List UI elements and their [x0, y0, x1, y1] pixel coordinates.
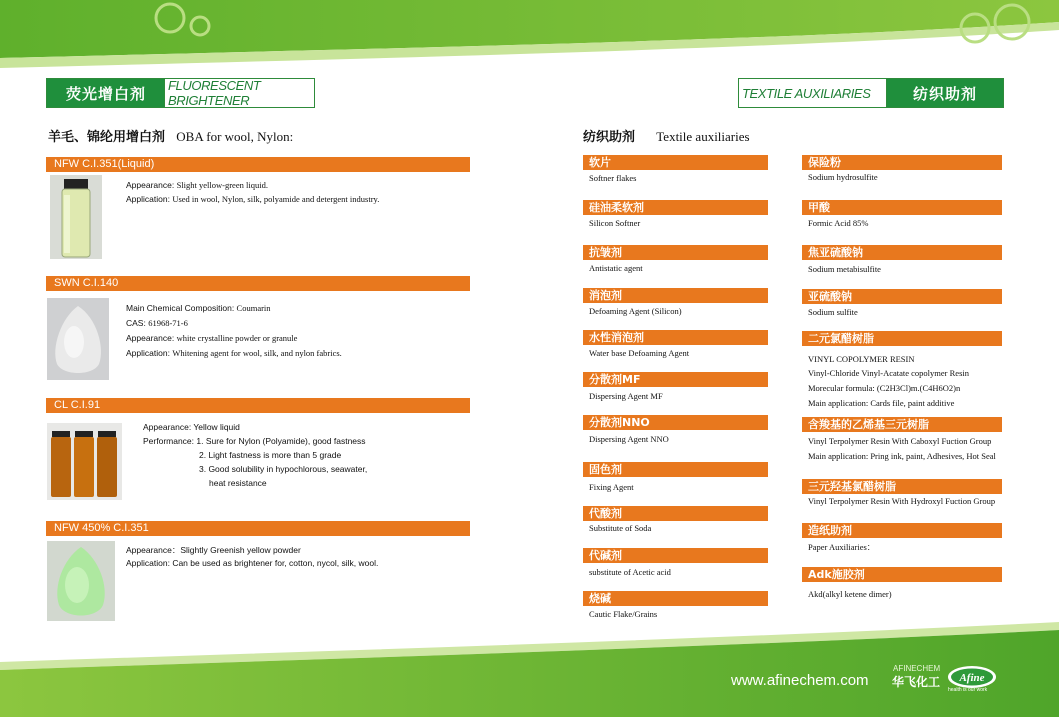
aux-left-9-title: 代碱剂	[583, 548, 768, 563]
cl-performance-3: 3. Good solubility in hypochlorous, seawater,	[199, 464, 368, 474]
aux-left-7-title: 固色剂	[583, 462, 768, 477]
cl-bottles-photo	[47, 423, 122, 500]
aux-right-2-desc: Sodium metabisulfite	[808, 264, 881, 274]
aux-right-3-title: 亚硫酸钠	[802, 289, 1002, 304]
aux-left-1-desc: Silicon Softner	[589, 218, 641, 228]
aux-right-0-desc: Sodium hydrosulfite	[808, 172, 878, 182]
aux-right-3-desc: Sodium sulfite	[808, 307, 858, 317]
company-en: AFINECHEM	[893, 664, 941, 673]
aux-right-4-desc-2: Morecular formula: (C2H3Cl)m.(C4H6O2)n	[808, 383, 961, 393]
aux-right-7-title: 造纸助剂	[802, 523, 1002, 538]
cl-performance-1: Performance: 1. Sure for Nylon (Polyamide), good fastness	[143, 436, 366, 446]
aux-right-4-desc-3: Main application: Cards file, paint additive	[808, 398, 955, 408]
product-cl-title: CL C.I.91	[46, 398, 470, 413]
swn-appearance: Appearance: white crystalline powder or granule	[126, 333, 298, 343]
right-section-en: Textile auxiliaries	[656, 129, 750, 144]
aux-right-6-desc: Vinyl Terpolymer Resin With Hydroxyl Fuction Group	[808, 496, 996, 506]
aux-left-2-title: 抗皱剂	[583, 245, 768, 260]
aux-left-3-title: 消泡剂	[583, 288, 768, 303]
nfw-application: Application: Used in wool, Nylon, silk, polyamide and detergent industry.	[126, 194, 380, 204]
aux-right-8-title: Adk施胶剂	[802, 567, 1002, 582]
aux-left-4-title: 水性消泡剂	[583, 330, 768, 345]
nfw450-appearance: Appearance：Slightly Greenish yellow powder	[126, 545, 301, 555]
aux-right-4-title: 二元氯醋树脂	[802, 331, 1002, 346]
swn-application: Application: Whitening agent for wool, silk, and nylon fabrics.	[126, 348, 342, 358]
nfw-bottle-photo	[50, 175, 102, 259]
header-right-en: TEXTILE AUXILIARIES	[738, 78, 891, 108]
aux-left-3-desc: Defoaming Agent (Silicon)	[589, 306, 682, 316]
aux-left-0-desc: Softner flakes	[589, 173, 637, 183]
cl-performance-4: heat resistance	[209, 478, 267, 488]
cl-performance-2: 2. Light fastness is more than 5 grade	[199, 450, 342, 460]
aux-right-1-desc: Formic Acid 85%	[808, 218, 869, 228]
swn-cas: CAS: 61968-71-6	[126, 318, 188, 328]
aux-left-5-desc: Dispersing Agent MF	[589, 391, 663, 401]
aux-left-1-title: 硅油柔软剂	[583, 200, 768, 215]
header-left-en: FLUORESCENT BRIGHTENER	[164, 78, 315, 108]
svg-text:Afine: Afine	[959, 672, 985, 684]
aux-left-0-title: 软片	[583, 155, 768, 170]
aux-right-5-title: 含羧基的乙烯基三元树脂	[802, 417, 1002, 432]
aux-left-8-desc: Substitute of Soda	[589, 523, 652, 533]
aux-left-9-desc: substitute of Acetic acid	[589, 567, 671, 577]
aux-left-2-desc: Antistatic agent	[589, 263, 643, 273]
aux-right-5-desc-0: Vinyl Terpolymer Resin With Caboxyl Fuction Group	[808, 436, 992, 446]
slogan: health is our work	[948, 687, 988, 693]
aux-right-0-title: 保险粉	[802, 155, 1002, 170]
product-swn-title: SWN C.I.140	[46, 276, 470, 291]
aux-left-7-desc: Fixing Agent	[589, 482, 634, 492]
aux-left-10-desc: Cautic Flake/Grains	[589, 609, 658, 619]
left-section-cn: 羊毛、锦纶用增白剂	[48, 130, 166, 145]
aux-right-8-desc: Akd(alkyl ketene dimer)	[808, 589, 892, 599]
header-right-cn: 纺织助剂	[886, 78, 1004, 108]
aux-right-4-desc-0: VINYL COPOLYMER RESIN	[808, 354, 915, 364]
aux-left-6-desc: Dispersing Agent NNO	[589, 434, 669, 444]
aux-right-6-title: 三元羟基氯醋树脂	[802, 479, 1002, 494]
swn-composition: Main Chemical Composition: Coumarin	[126, 303, 271, 313]
cl-appearance: Appearance: Yellow liquid	[143, 422, 240, 432]
left-section-title	[48, 126, 293, 145]
nfw-appearance: Appearance: Slight yellow-green liquid.	[126, 180, 268, 190]
aux-left-6-title: 分散剂NNO	[583, 415, 768, 430]
header-left-cn: 荧光增白剂	[46, 78, 166, 108]
aux-left-10-title: 烧碱	[583, 591, 768, 606]
aux-right-4-desc-1: Vinyl-Chloride Vinyl-Acatate copolymer Resin	[808, 368, 969, 378]
swn-powder-photo	[47, 298, 109, 380]
top-green-band	[0, 0, 1059, 75]
aux-right-2-title: 焦亚硫酸钠	[802, 245, 1002, 260]
product-nfw450-title: NFW 450% C.I.351	[46, 521, 470, 536]
website-url[interactable]: www.afinechem.com	[731, 672, 869, 689]
right-section-title	[583, 126, 750, 145]
nfw450-application: Application: Can be used as brightener for, cotton, nycol, silk, wool.	[126, 558, 379, 568]
aux-left-8-title: 代酸剂	[583, 506, 768, 521]
product-nfw-title: NFW C.I.351(Liquid)	[46, 157, 470, 172]
right-section-cn: 纺织助剂	[583, 130, 636, 145]
aux-right-5-desc-1: Main application: Pring ink, paint, Adhesives, Hot Seal	[808, 451, 996, 461]
left-section-en: OBA for wool, Nylon:	[176, 129, 294, 144]
aux-left-4-desc: Water base Defoaming Agent	[589, 348, 690, 358]
aux-right-1-title: 甲酸	[802, 200, 1002, 215]
aux-right-7-desc: Paper Auxiliaries：	[808, 542, 876, 552]
company-cn: 华飞化工	[892, 675, 941, 689]
aux-left-5-title: 分散剂MF	[583, 372, 768, 387]
bottom-green-band	[0, 600, 1059, 717]
